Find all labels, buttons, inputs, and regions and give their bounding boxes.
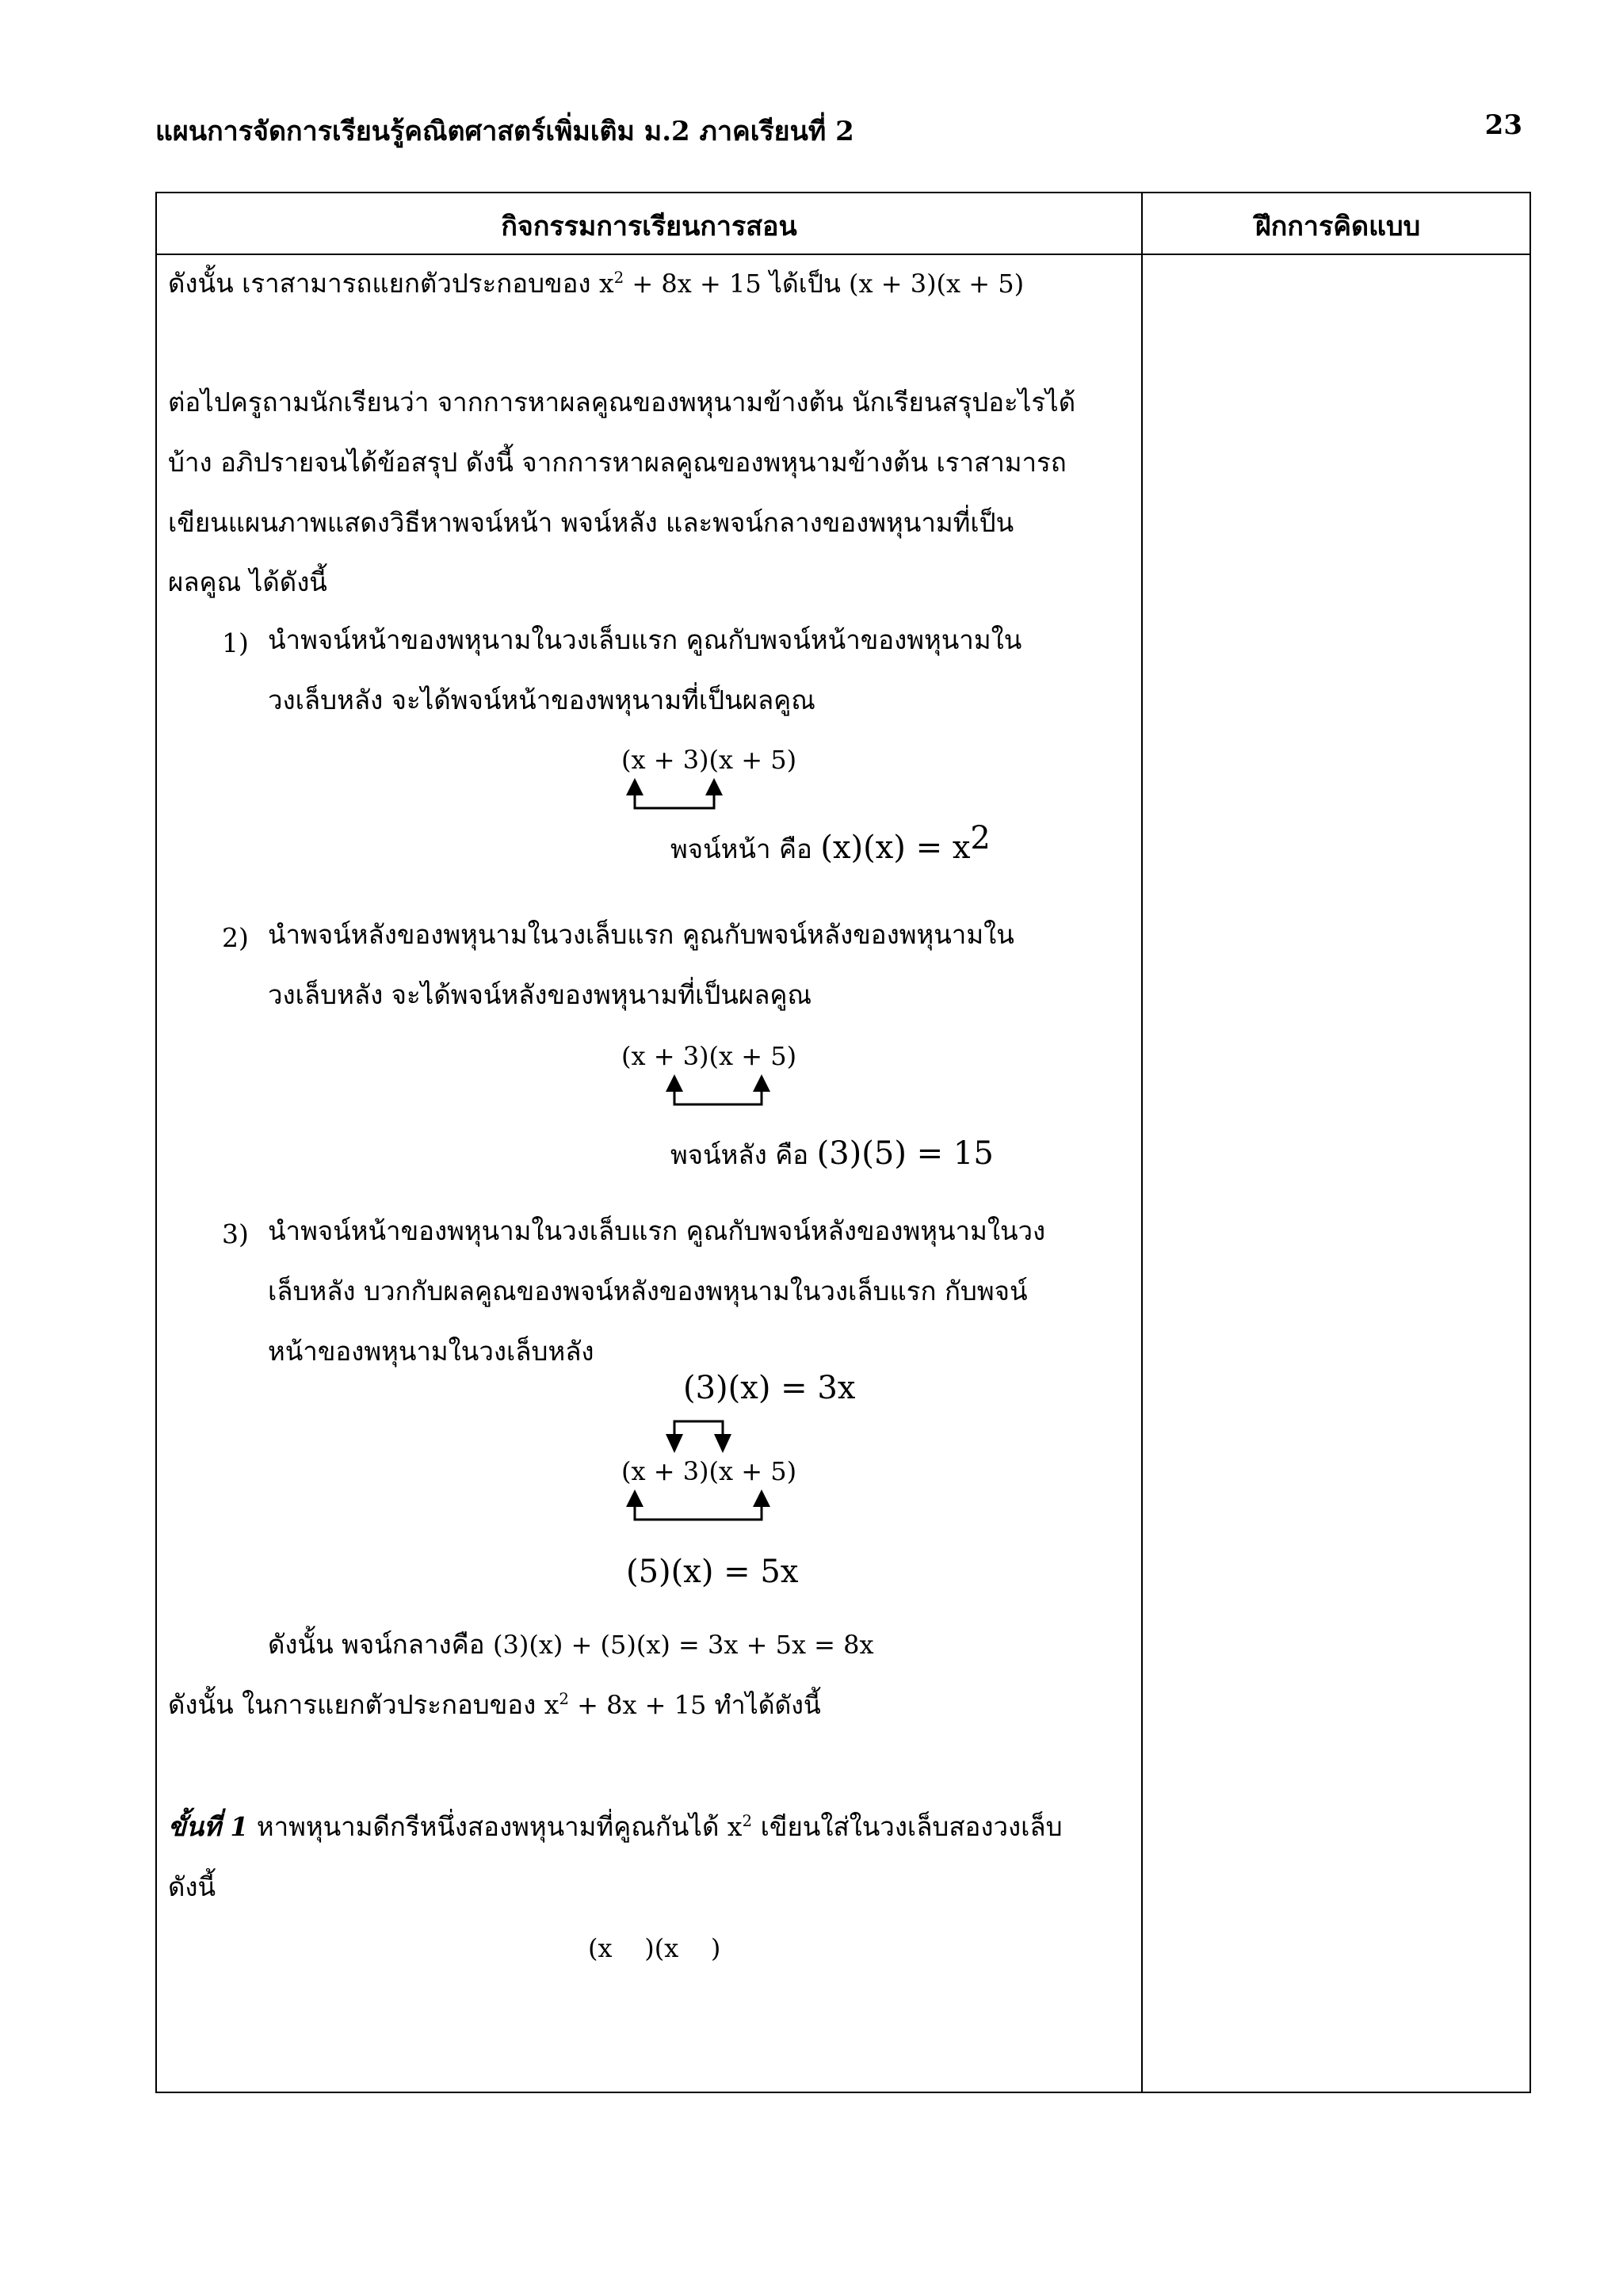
result-label: พจน์หลัง คือ — [670, 1139, 817, 1170]
factoring-text: ดังนั้น ในการแยกตัวประกอบของ x — [168, 1689, 559, 1720]
step-text: หน้าของพหุนามในวงเล็บหลัง — [268, 1336, 594, 1367]
polynomial-expression: (x + 3)(x + 5) — [621, 745, 797, 775]
middle-term-expression: (3)(x) + (5)(x) = 3x + 5x = 8x — [493, 1630, 874, 1660]
paragraph-line: เขียนแผนภาพแสดงวิธีหาพจน์หน้า พจน์หลัง และพจน์กลางของพหุนามที่เป็น — [168, 507, 1014, 538]
first-term-result — [670, 820, 991, 867]
first-terms-arrow — [626, 778, 729, 818]
stage-1-line — [168, 1811, 1063, 1843]
result-label: พจน์หน้า คือ — [670, 833, 821, 864]
paragraph-line: บ้าง อภิปรายจนได้ข้อสรุป ดังนี้ จากการหาผลคูณของพหุนามข้างต้น เราสามารถ — [168, 447, 1067, 478]
factoring-line — [168, 1689, 821, 1721]
paragraph-line: ผลคูณ ได้ดังนี้ — [168, 566, 327, 597]
step-text: วงเล็บหลัง จะได้พจน์หน้าของพหุนามที่เป็นผลคูณ — [268, 685, 815, 715]
exponent: 2 — [970, 820, 991, 856]
step-text: เล็บหลัง บวกกับผลคูณของพจน์หลังของพหุนามในวงเล็บแรก กับพจน์ — [268, 1276, 1028, 1306]
page-number: 23 — [1484, 109, 1522, 141]
column-header-thinking: ฝึกการคิดแบบ — [1254, 211, 1421, 242]
conclusion-line — [168, 268, 1024, 299]
inner-product-expression: (3)(x) = 3x — [683, 1370, 856, 1406]
outer-product-expression: (5)(x) = 5x — [626, 1554, 799, 1590]
step-number: 2) — [222, 922, 249, 953]
middle-term-line — [268, 1629, 874, 1661]
middle-term-label: ดังนั้น พจน์กลางคือ — [268, 1629, 494, 1660]
exponent: 2 — [742, 1812, 753, 1830]
column-header-activities: กิจกรรมการเรียนการสอน — [501, 211, 797, 242]
page-header-title: แผนการจัดการเรียนรู้คณิตศาสตร์เพิ่มเติม ม.2 ภาคเรียนที่ 2 — [155, 116, 854, 147]
last-terms-arrow — [666, 1074, 777, 1114]
inner-terms-arrow — [666, 1415, 745, 1455]
factoring-formula: + 8x + 15 ทำได้ดังนี้ — [568, 1690, 821, 1720]
step-text: นำพจน์หน้าของพหุนามในวงเล็บแรก คูณกับพจน์หลังของพหุนามในวง — [268, 1215, 1046, 1246]
conclusion-text: ดังนั้น เราสามารถแยกตัวประกอบของ x — [168, 268, 614, 299]
outer-terms-arrow — [626, 1489, 777, 1529]
polynomial-expression: (x + 3)(x + 5) — [621, 1041, 797, 1071]
stage-1-text: หาพหุนามดีกรีหนึ่งสองพหุนามที่คูณกันได้ x — [248, 1811, 743, 1842]
header-divider — [157, 254, 1529, 255]
result-expression: (x)(x) = x — [820, 830, 971, 866]
conclusion-formula: + 8x + 15 ได้เป็น (x + 3)(x + 5) — [624, 269, 1025, 299]
step-number: 1) — [222, 627, 249, 658]
stage-1-text-continued: เขียนใส่ในวงเล็บสองวงเล็บ — [752, 1811, 1063, 1842]
polynomial-expression: (x + 3)(x + 5) — [621, 1456, 797, 1486]
step-text: นำพจน์หลังของพหุนามในวงเล็บแรก คูณกับพจน์หลังของพหุนามใน — [268, 919, 1014, 950]
step-number: 3) — [222, 1219, 249, 1249]
stage-1-line-2: ดังนี้ — [168, 1871, 216, 1902]
exponent: 2 — [559, 1690, 569, 1708]
exponent: 2 — [613, 269, 624, 287]
paragraph-line: ต่อไปครูถามนักเรียนว่า จากการหาผลคูณของพหุนามข้างต้น นักเรียนสรุปอะไรได้ — [168, 387, 1076, 418]
step-text: นำพจน์หน้าของพหุนามในวงเล็บแรก คูณกับพจน์หน้าของพหุนามใน — [268, 624, 1022, 655]
step-text: วงเล็บหลัง จะได้พจน์หลังของพหุนามที่เป็นผลคูณ — [268, 979, 812, 1010]
result-expression: (3)(5) = 15 — [816, 1135, 994, 1172]
empty-binomial-template: (x )(x ) — [588, 1933, 721, 1963]
column-divider — [1141, 193, 1143, 2092]
stage-1-label: ขั้นที่ 1 — [168, 1811, 249, 1842]
last-term-result — [670, 1135, 994, 1173]
